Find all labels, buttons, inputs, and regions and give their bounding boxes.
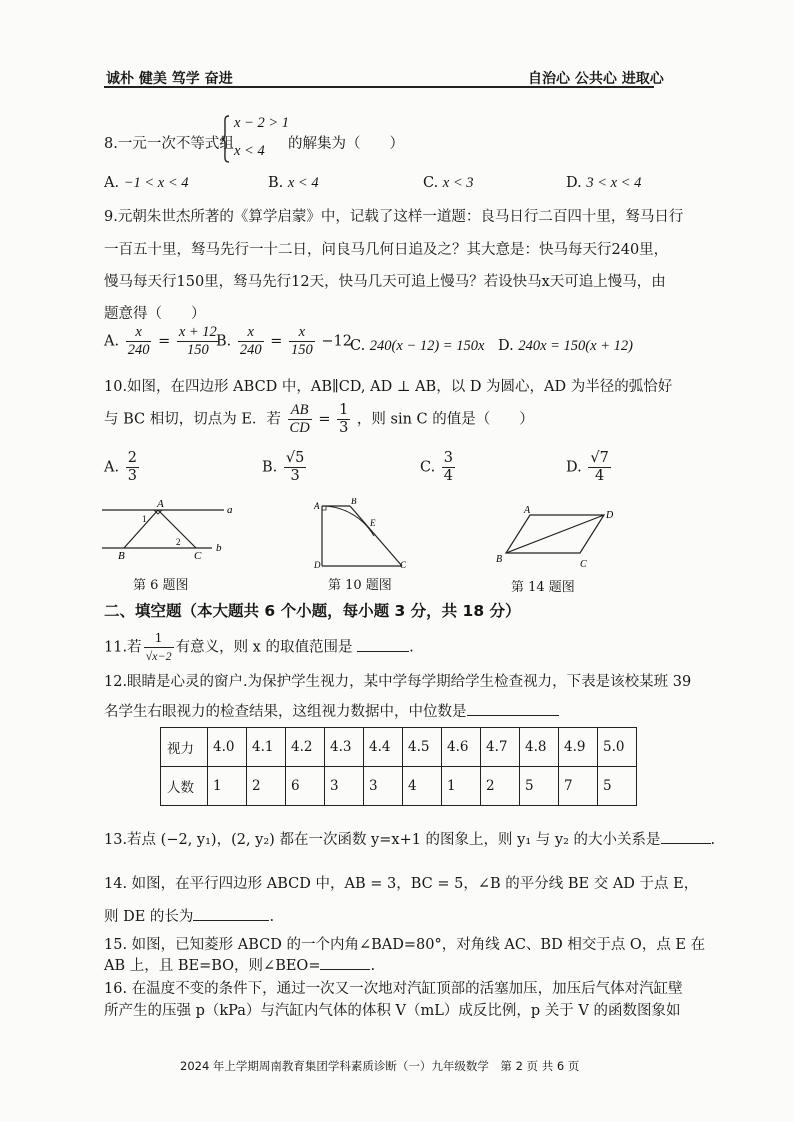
count-cell: 2 — [481, 767, 520, 806]
fig6-label-c: C — [194, 550, 202, 562]
q12-line-1: 12.眼睛是心灵的窗户.为保护学生视力，某中学每学期给学生检查视力，下表是该校某班 39 — [104, 674, 692, 690]
fig14-label-c: C — [580, 559, 587, 570]
q8-ineq-1: x − 2 > 1 — [234, 115, 290, 131]
q8-option-a: A. −1 < x < 4 — [104, 175, 189, 191]
vision-table — [160, 727, 637, 806]
q11-answer-blank — [357, 637, 409, 652]
count-cell: 3 — [364, 767, 403, 806]
fig14-label-d: D — [606, 510, 614, 521]
fig10-label-b: B — [351, 498, 357, 506]
q11: 11.若 $\frac{1}{√x-2}$ 有意义，则 x 的取值范围是 . — [104, 631, 414, 663]
fig6-label-line-b: b — [216, 542, 222, 554]
vision-cell: 4.0 — [208, 728, 247, 767]
count-cell: 7 — [559, 767, 598, 806]
count-header: 人数 — [161, 767, 208, 806]
vision-cell: 5.0 — [598, 728, 637, 767]
q15-line-1: 15. 如图，已知菱形 ABCD 的一个内角∠BAD=80°，对角线 AC、BD 相交于点 O，点 E 在 — [104, 937, 706, 953]
q13: 13.若点 (−2, y₁)，(2, y₂) 都在一次函数 y=x+1 的图象上，则 y₁ 与 y₂ 的大小关系是 . — [104, 828, 715, 849]
fig6-label-line-a: a — [227, 504, 233, 516]
q9-line-3: 慢马每天行150里，驽马先行12天，快马几天可追上慢马？若设快马x天可追上慢马，由 — [104, 274, 666, 290]
vision-header: 视力 — [161, 728, 208, 767]
vision-cell: 4.7 — [481, 728, 520, 767]
fig10-label-a: A — [314, 501, 320, 511]
q14-line-2: 则 DE 的长为 . — [104, 905, 274, 926]
count-cell: 4 — [403, 767, 442, 806]
q9-line-1: 9.元朝朱世杰所著的《算学启蒙》中，记载了这样一道题：良马日行二百四十里，驽马日行 — [104, 209, 684, 225]
q16-line-1: 16. 在温度不变的条件下，通过一次又一次地对汽缸顶部的活塞加压，加压后气体对汽缸壁 — [104, 981, 683, 997]
q14-answer-blank — [193, 906, 269, 921]
q10-option-d: D. $\frac{√7}{4}$ — [566, 450, 609, 484]
q10-option-b: B. $\frac{√5}{3}$ — [262, 450, 305, 484]
vision-row — [161, 728, 637, 767]
q10-line-2: 与 BC 相切，切点为 E．若 $\frac{AB}{CD}$ = $\frac{1}{3}$ ，则 sin C 的值是（ ） — [104, 402, 534, 436]
q15-line-2: AB 上，且 BE=BO，则∠BEO= . — [104, 954, 375, 975]
fig10-side-bc — [350, 506, 402, 566]
vision-cell: 4.4 — [364, 728, 403, 767]
figure-6 — [100, 498, 240, 568]
fig6-label-a: A — [157, 498, 164, 510]
vision-cell: 4.9 — [559, 728, 598, 767]
q15-answer-blank — [320, 955, 370, 970]
fig6-segment-ab — [124, 510, 158, 548]
count-cell: 5 — [520, 767, 559, 806]
q8-brace — [221, 114, 231, 164]
vision-cell: 4.5 — [403, 728, 442, 767]
fig10-label-e: E — [370, 518, 376, 528]
count-cell: 2 — [247, 767, 286, 806]
header-motto-left: 诚朴 健美 笃学 奋进 — [106, 71, 233, 87]
fig10-label-d: D — [314, 560, 321, 570]
fig10-right-angle — [322, 506, 326, 510]
q12-line-2: 名学生右眼视力的检查结果，这组视力数据中，中位数是 — [104, 700, 559, 721]
fig6-angle-2: 2 — [176, 537, 181, 547]
vision-cell: 4.6 — [442, 728, 481, 767]
page-footer: 2024 年上学期周南教育集团学科素质诊断（一）九年级数学 第 2 页 共 6 页 — [180, 1059, 580, 1073]
fig14-label-b: B — [496, 554, 503, 565]
q13-answer-blank — [661, 829, 711, 844]
vision-cell: 4.1 — [247, 728, 286, 767]
fig10-label-c: C — [400, 560, 407, 570]
q14-line-1: 14. 如图，在平行四边形 ABCD 中，AB = 3，BC = 5，∠B 的平分线 BE 交 AD 于点 E， — [104, 876, 699, 892]
vision-cell: 4.8 — [520, 728, 559, 767]
figure-6-caption: 第 6 题图 — [133, 578, 189, 593]
fig6-angle-1: 1 — [142, 514, 147, 524]
fig14-label-a: A — [524, 505, 531, 516]
figure-14-caption: 第 14 题图 — [511, 580, 575, 595]
fig10-arc — [322, 506, 374, 536]
q8-option-c: C. x < 3 — [423, 175, 474, 191]
count-cell: 6 — [286, 767, 325, 806]
q8-option-d: D. 3 < x < 4 — [566, 175, 642, 191]
q10-option-a: A. $\frac{2}{3}$ — [104, 450, 137, 484]
vision-cell: 4.2 — [286, 728, 325, 767]
q9-option-b: B. $\frac{x}{240}$ = $\frac{x}{150}$ −12 — [216, 324, 352, 358]
q8-option-b: B. x < 4 — [268, 175, 319, 191]
q8-suffix: 的解集为（ ） — [288, 136, 404, 152]
count-cell: 5 — [598, 767, 637, 806]
figure-14 — [490, 505, 620, 573]
header-rule — [104, 86, 654, 88]
count-cell: 1 — [208, 767, 247, 806]
q10-line-1: 10.如图，在四边形 ABCD 中，AB∥CD, AD ⊥ AB，以 D 为圆心，AD 为半径的弧恰好 — [104, 379, 673, 395]
q9-option-d: D. 240x = 150(x + 12) — [498, 338, 633, 354]
figure-10-caption: 第 10 题图 — [328, 578, 392, 593]
count-row — [161, 767, 637, 806]
fig14-segment-be — [506, 515, 604, 553]
q9-option-c: C. 240(x − 12) = 150x — [350, 338, 485, 354]
q9-line-2: 一百五十里，驽马先行一十二日，问良马几何日追及之？其大意是：快马每天行240里， — [104, 242, 669, 258]
figure-10 — [310, 498, 410, 570]
q9-line-4: 题意得（ ） — [104, 306, 206, 322]
header-motto-right: 自治心 公共心 进取心 — [528, 71, 664, 87]
section-2-title: 二、填空题（本大题共 6 个小题，每小题 3 分，共 18 分） — [104, 602, 521, 620]
vision-cell: 4.3 — [325, 728, 364, 767]
q8-ineq-2: x < 4 — [234, 143, 265, 159]
q16-line-2: 所产生的压强 p（kPa）与汽缸内气体的体积 V（mL）成反比例，p 关于 V 的函数图象如 — [104, 1003, 681, 1019]
count-cell: 3 — [325, 767, 364, 806]
q9-option-a: A. $\frac{x}{240}$ = $\frac{x + 12}{150}$ — [104, 324, 217, 358]
q8-prefix: 8.一元一次不等式组 — [104, 136, 234, 152]
q12-answer-blank — [467, 701, 559, 716]
count-cell: 1 — [442, 767, 481, 806]
q10-option-c: C. $\frac{3}{4}$ — [420, 450, 454, 484]
fig6-label-b: B — [118, 550, 125, 562]
